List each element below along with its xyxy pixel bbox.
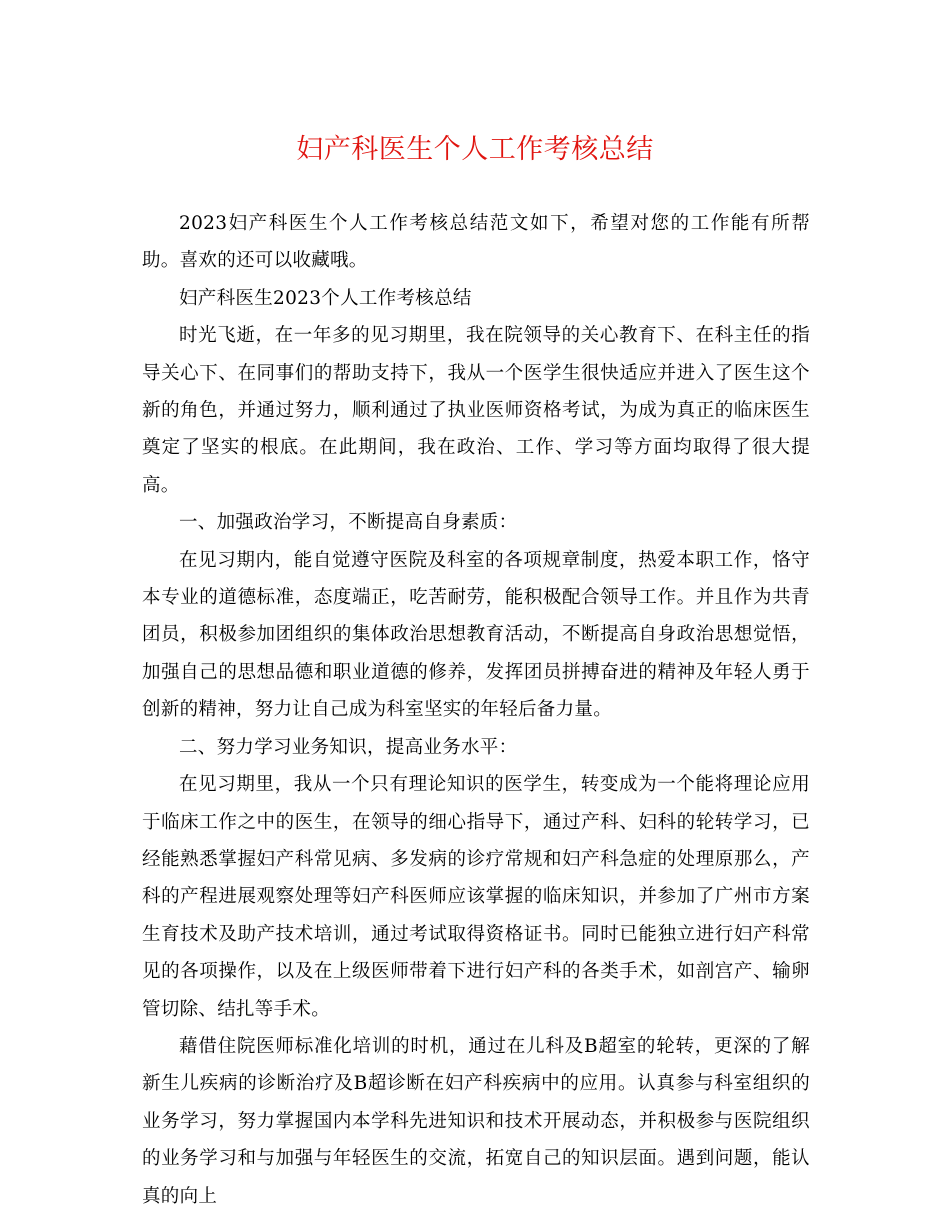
- section-heading-2: 二、努力学习业务知识，提高业务水平：: [179, 736, 518, 758]
- section-heading-1: 一、加强政治学习，不断提高自身素质：: [179, 512, 518, 534]
- opening-paragraph: 时光飞逝，在一年多的见习期里，我在院领导的关心教育下、在科主任的指导关心下、在同事们的帮助支持下，我从一个医学生很快适应并进入了医生这个新的角色，并通过努力，顺利通过了执业医师资格考试，为成为真正的临床医生奠定了坚实的根底。在此期间，我在政治、工作、学习等方面均取得了很大提高。: [142, 325, 810, 496]
- subtitle-paragraph: 妇产科医生2023个人工作考核总结: [179, 287, 472, 309]
- training-paragraph: 藉借住院医师标准化培训的时机，通过在儿科及B超室的轮转，更深的了解新生儿疾病的诊断治疗及B超诊断在妇产科疾病中的应用。认真参与科室组织的业务学习，努力掌握国内本学科先进知识和技术开展动态，并积极参与医院组织的业务学习和与加强与年轻医生的交流，拓宽自己的知识层面。遇到问题，能认真的向上: [142, 1035, 810, 1207]
- document-title: 妇产科医生个人工作考核总结: [296, 134, 654, 165]
- intro-paragraph: 2023妇产科医生个人工作考核总结范文如下，希望对您的工作能有所帮助。喜欢的还可以收藏哦。: [142, 213, 810, 272]
- section-1-paragraph: 在见习期内，能自觉遵守医院及科室的各项规章制度，热爱本职工作，恪守本专业的道德标准，态度端正，吃苦耐劳，能积极配合领导工作。并且作为共青团员，积极参加团组织的集体政治思想教育活动，不断提高自身政治思想觉悟，加强自己的思想品德和职业道德的修养，发挥团员拼搏奋进的精神及年轻人勇于创新的精神，努力让自己成为科室坚实的年轻后备力量。: [142, 549, 810, 721]
- section-2-paragraph: 在见习期里，我从一个只有理论知识的医学生，转变成为一个能将理论应用于临床工作之中的医生，在领导的细心指导下，通过产科、妇科的轮转学习，已经能熟悉掌握妇产科常见病、多发病的诊疗常规和妇产科急症的处理原那么，产科的产程进展观察处理等妇产科医师应该掌握的临床知识，并参加了广州市方案生育技术及助产技术培训，通过考试取得资格证书。同时已能独立进行妇产科常见的各项操作，以及在上级医师带着下进行妇产科的各类手术，如剖宫产、输卵管切除、结扎等手术。: [142, 774, 810, 1020]
- document-body: [142, 205, 810, 1215]
